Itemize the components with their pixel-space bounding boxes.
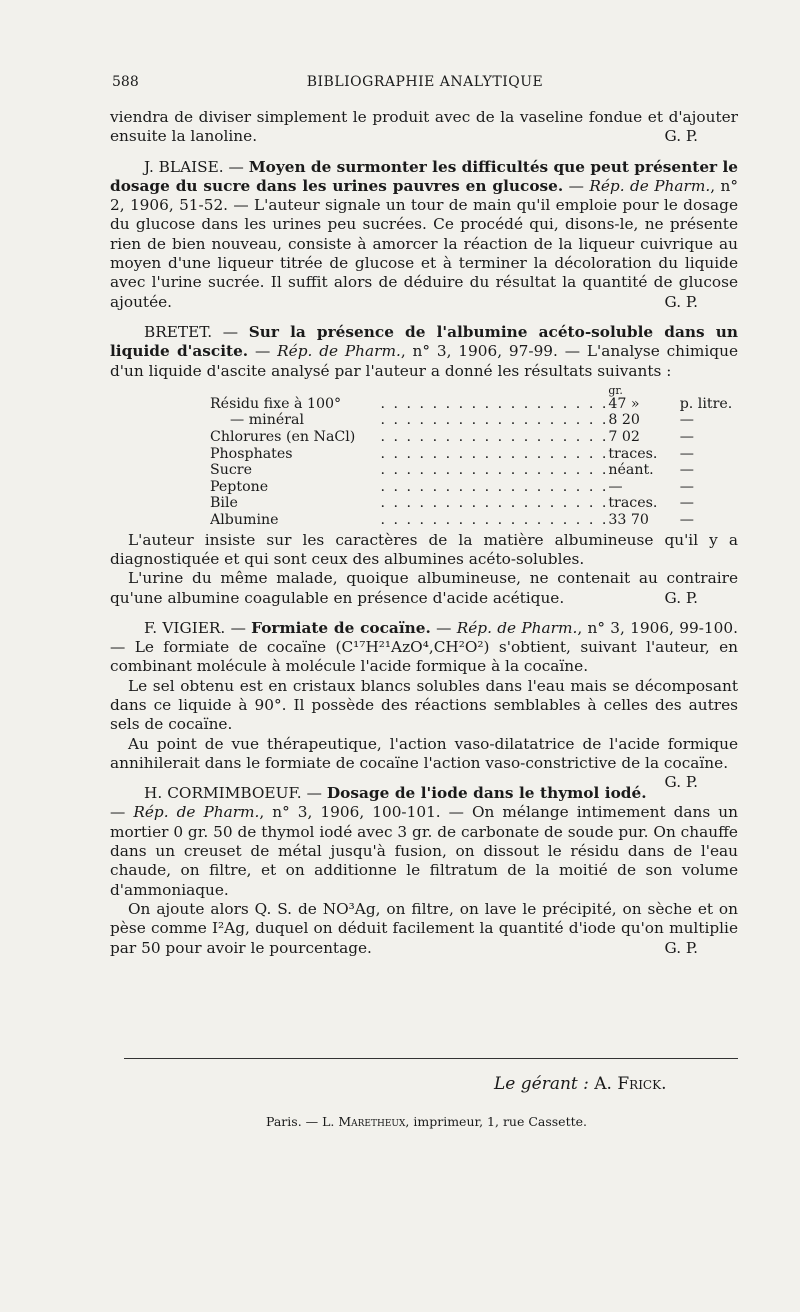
- entry-vigier: F. VIGIER. — Formiate de cocaïne. — Rép. de Pharm., n° 3, 1906, 99-100. — Le formiate de cocaïne (C¹⁷H²¹AzO⁴,CH²O²) s'obtient, suivant l'auteur, en combinant molécule à molécule l'acide formique à la cocaïne.: [110, 618, 738, 676]
- vigier-paragraph-2: Au point de vue thérapeutique, l'action vaso-dilatatrice de l'acide formique annihilerait dans le formiate de cocaïne l'action vaso-constrictive de la cocaïne. G. P.: [110, 734, 738, 792]
- entry-bretet: BRETET. — Sur la présence de l'albumine acéto-soluble dans un liquide d'ascite. — Rép. de Pharm., n° 3, 1906, 97-99. — L'analyse chimique d'un liquide d'ascite analysé par l'auteur a donné les résultats suivants :: [110, 322, 739, 380]
- signature: G. P.: [664, 127, 698, 146]
- table-row: Chlorures (en NaCl) . . . . . . . . . . . . . . . . . . 7 02 —: [210, 429, 694, 446]
- journal-ref: Rép. de Pharm.: [589, 176, 711, 195]
- results-table: [210, 385, 738, 529]
- cormimboeuf-paragraph-1: On ajoute alors Q. S. de NO³Ag, on filtre, on lave le précipité, on sèche et on pèse comme I²Ag, duquel on déduit facilement la quantité d'iode qu'on multiplie par 50 pour avoir le pourcentage. G. P.: [110, 899, 738, 957]
- gerant-name: A. Frick.: [594, 1074, 667, 1094]
- footer-divider: [124, 1058, 738, 1059]
- entry-author: BRETET. —: [144, 322, 249, 341]
- intro-paragraph: viendra de diviser simplement le produit avec de la vaseline fondue et d'ajouter ensuite la lanoline. G. P.: [110, 108, 738, 146]
- table-row: Résidu fixe à 100° . . . . . . . . . . . . . . . . . . 47 » p. litre.: [210, 395, 733, 412]
- entry-title: Formiate de cocaïne.: [251, 618, 431, 637]
- printer-line: Paris. — L. Maretheux, imprimeur, 1, rue Cassette.: [266, 1114, 588, 1129]
- entry-author: H. CORMIMBOEUF. —: [144, 784, 327, 803]
- entry-title: Moyen de surmonter les difficultés que peut présenter le dosage du sucre dans les urines pauvres en glucose.: [110, 157, 738, 195]
- bretet-paragraph-2: L'urine du même malade, quoique albumineuse, ne contenait au contraire qu'une albumine coagulable en présence d'acide acétique. G. P.: [110, 569, 738, 607]
- signature: G. P.: [664, 588, 698, 607]
- table-row: Albumine . . . . . . . . . . . . . . . . . . 33 70 —: [210, 512, 694, 529]
- entry-title: Dosage de l'iode dans le thymol iodé.: [326, 784, 647, 803]
- entry-cormimboeuf: H. CORMIMBOEUF. — Dosage de l'iode dans le thymol iodé. — Rép. de Pharm., n° 3, 1906, 100-101. — On mélange intimement dans un mortier 0 gr. 50 de thymol iodé avec 3 gr. de carbonate de soude pur. On chauffe dans un creuset de métal jusqu'à fusion, on dissout le résidu dans de l'eau chaude, on filtre, et on additionne le filtratum de la moitié de son volume d'ammoniaque.: [110, 784, 738, 899]
- table-row: Bile . . . . . . . . . . . . . . . . . . traces. —: [210, 495, 694, 512]
- printer-name: Maretheux: [338, 1114, 406, 1129]
- page-number: 588: [112, 74, 139, 90]
- running-title: BIBLIOGRAPHIE ANALYTIQUE: [306, 74, 544, 90]
- table-row: — minéral . . . . . . . . . . . . . . . . . . 8 20 —: [230, 412, 694, 429]
- table-row: Phosphates . . . . . . . . . . . . . . . . . . traces. —: [210, 445, 694, 462]
- entry-blaise: J. BLAISE. — Moyen de surmonter les difficultés que peut présenter le dosage du sucre dans les urines pauvres en glucose. — Rép. de Pharm., n° 2, 1906, 51-52. — L'auteur signale un tour de main qu'il emploie pour le dosage du glucose dans les urines peu sucrées. Ce procédé qui, disons-le, ne présente rien de bien nouveau, consiste à amorcer la réaction de la liqueur cuivrique au moyen d'une liqueur titrée de glucose et à terminer la décoloration du liquide avec l'urine sucrée. Il suffit alors de déduire du résultat la quantité de glucose ajoutée. G. P.: [110, 157, 738, 311]
- journal-ref: Rép. de Pharm.: [277, 342, 401, 361]
- signature: G. P.: [664, 938, 698, 957]
- entry-author: J. BLAISE. —: [144, 157, 249, 176]
- journal-ref: Rép. de Pharm.: [133, 803, 260, 822]
- page-content: [110, 108, 738, 958]
- signature: G. P.: [664, 773, 698, 792]
- entry-title: Sur la présence de l'albumine acéto-soluble dans un liquide d'ascite.: [110, 322, 738, 361]
- entry-author: F. VIGIER. —: [144, 618, 252, 637]
- table-row: Sucre . . . . . . . . . . . . . . . . . . néant. —: [210, 462, 694, 479]
- page-header: [112, 74, 738, 94]
- table-row: Peptone . . . . . . . . . . . . . . . . . . — —: [210, 478, 694, 495]
- signature: G. P.: [664, 292, 698, 311]
- gerant-line: Le gérant : A. Frick.: [494, 1074, 667, 1094]
- table-unit-header: gr.: [608, 383, 623, 397]
- vigier-paragraph-1: Le sel obtenu est en cristaux blancs solubles dans l'eau mais se décomposant dans ce liquide à 90°. Il possède des réactions semblables à celles des autres sels de cocaïne.: [110, 676, 738, 734]
- bretet-paragraph-1: L'auteur insiste sur les caractères de la matière albumineuse qu'il y a diagnostiquée et qui sont ceux des albumines acéto-solubles.: [110, 530, 738, 568]
- journal-ref: Rép. de Pharm.: [456, 618, 578, 637]
